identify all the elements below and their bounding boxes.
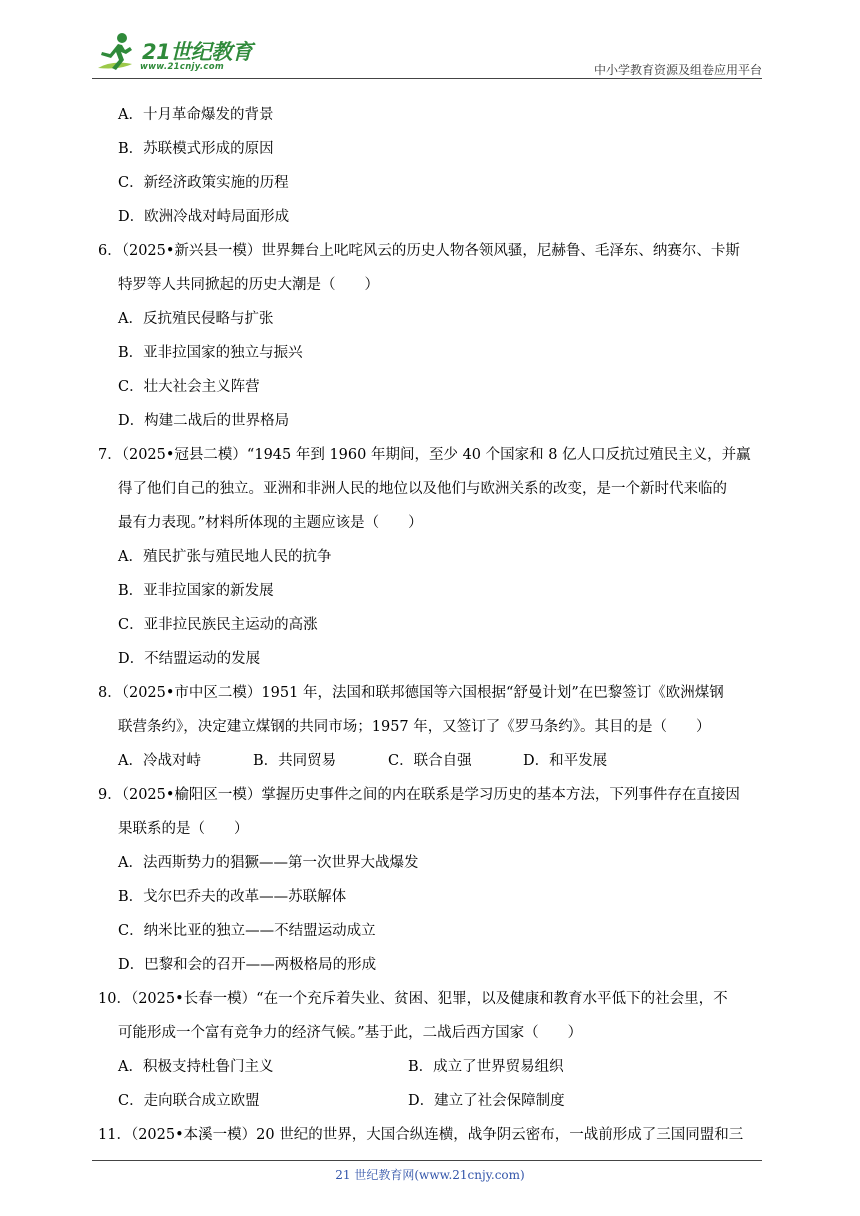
question-9 [92,778,764,982]
site-logo[interactable] [92,30,262,76]
option-a[interactable]: A．法西斯势力的猖獗——第一次世界大战爆发 [118,855,419,871]
option-b[interactable]: B．亚非拉国家的独立与振兴 [118,345,303,361]
stem-line: 最有力表现。”材料所体现的主题应该是（ ） [118,515,423,531]
option-d[interactable]: D．不结盟运动的发展 [118,651,261,667]
header-divider [92,78,762,79]
option-a[interactable]: A．积极支持杜鲁门主义 [118,1059,274,1075]
logo-url: www.21cnjy.com [140,62,224,72]
page-footer[interactable]: 21 世纪教育网(www.21cnjy.com) [335,1168,525,1182]
stem-line: 7．（2025•冠县二模）“1945 年到 1960 年期间，至少 40 个国家和 8 亿人口反抗过殖民主义，并赢 [98,447,751,463]
question-stem [92,1118,764,1152]
option-b[interactable]: B．共同贸易 [253,753,337,769]
options-row [92,744,764,778]
option-a[interactable]: A．冷战对峙 [118,753,201,769]
stem-line: 9．（2025•榆阳区一模）掌握历史事件之间的内在联系是学习历史的基本方法，下列事件存在直接因 [98,787,740,803]
stem-line: 特罗等人共同掀起的历史大潮是（ ） [118,277,379,293]
option-d[interactable]: D．构建二战后的世界格局 [118,413,290,429]
options-row [92,1050,764,1084]
options-row [92,1084,764,1118]
option-b[interactable]: B．戈尔巴乔夫的改革——苏联解体 [118,889,347,905]
option-c[interactable]: C．亚非拉民族民主运动的高涨 [118,617,318,633]
stem-line: 可能形成一个富有竞争力的经济气候。”基于此，二战后西方国家（ ） [118,1025,583,1041]
question-7 [92,438,764,676]
question-5-options [92,98,764,234]
stem-line: 10．（2025•长春一模）“在一个充斥着失业、贫困、犯罪，以及健康和教育水平低下的社会里，不 [98,991,728,1007]
question-6 [92,234,764,438]
option-c[interactable]: C．走向联合成立欧盟 [118,1093,260,1109]
option-c[interactable]: C．新经济政策实施的历程 [118,175,289,191]
question-stem [92,676,764,744]
option-d[interactable]: D．巴黎和会的召开——两极格局的形成 [118,957,377,973]
option-d[interactable]: D．欧洲冷战对峙局面形成 [118,209,290,225]
option-a[interactable]: A．十月革命爆发的背景 [118,107,274,123]
stem-line: 联营条约》，决定建立煤钢的共同市场；1957 年，又签订了《罗马条约》。其目的是（ ） [118,719,711,735]
question-list [92,98,764,1152]
option-b[interactable]: B．亚非拉国家的新发展 [118,583,274,599]
stem-line: 6．（2025•新兴县一模）世界舞台上叱咤风云的历史人物各领风骚，尼赫鲁、毛泽东、纳赛尔、卡斯 [98,243,740,259]
question-11 [92,1118,764,1152]
page-header [92,30,762,78]
option-c[interactable]: C．纳米比亚的独立——不结盟运动成立 [118,923,376,939]
question-stem [92,438,764,540]
question-stem [92,982,764,1050]
option-a[interactable]: A．反抗殖民侵略与扩张 [118,311,274,327]
option-c[interactable]: C．联合自强 [388,753,472,769]
logo-text: 21世纪教育 [142,40,253,64]
question-stem [92,778,764,846]
runner-icon [92,30,144,76]
stem-line: 8．（2025•市中区二模）1951 年，法国和联邦德国等六国根据“舒曼计划”在巴黎签订《欧洲煤钢 [98,685,724,701]
question-stem [92,234,764,302]
option-a[interactable]: A．殖民扩张与殖民地人民的抗争 [118,549,332,565]
option-c[interactable]: C．壮大社会主义阵营 [118,379,260,395]
question-8 [92,676,764,778]
option-d[interactable]: D．和平发展 [523,753,608,769]
platform-title: 中小学教育资源及组卷应用平台 [593,63,762,77]
option-d[interactable]: D．建立了社会保障制度 [408,1093,565,1109]
question-10 [92,982,764,1118]
option-b[interactable]: B．成立了世界贸易组织 [408,1059,564,1075]
footer-divider [92,1160,762,1161]
stem-line: 得了他们自己的独立。亚洲和非洲人民的地位以及他们与欧洲关系的改变，是一个新时代来临的 [118,481,727,497]
option-b[interactable]: B．苏联模式形成的原因 [118,141,274,157]
stem-line: 果联系的是（ ） [118,821,249,837]
stem-line: 11．（2025•本溪一模）20 世纪的世界，大国合纵连横，战争阴云密布，一战前形成了三国同盟和三 [98,1127,744,1143]
